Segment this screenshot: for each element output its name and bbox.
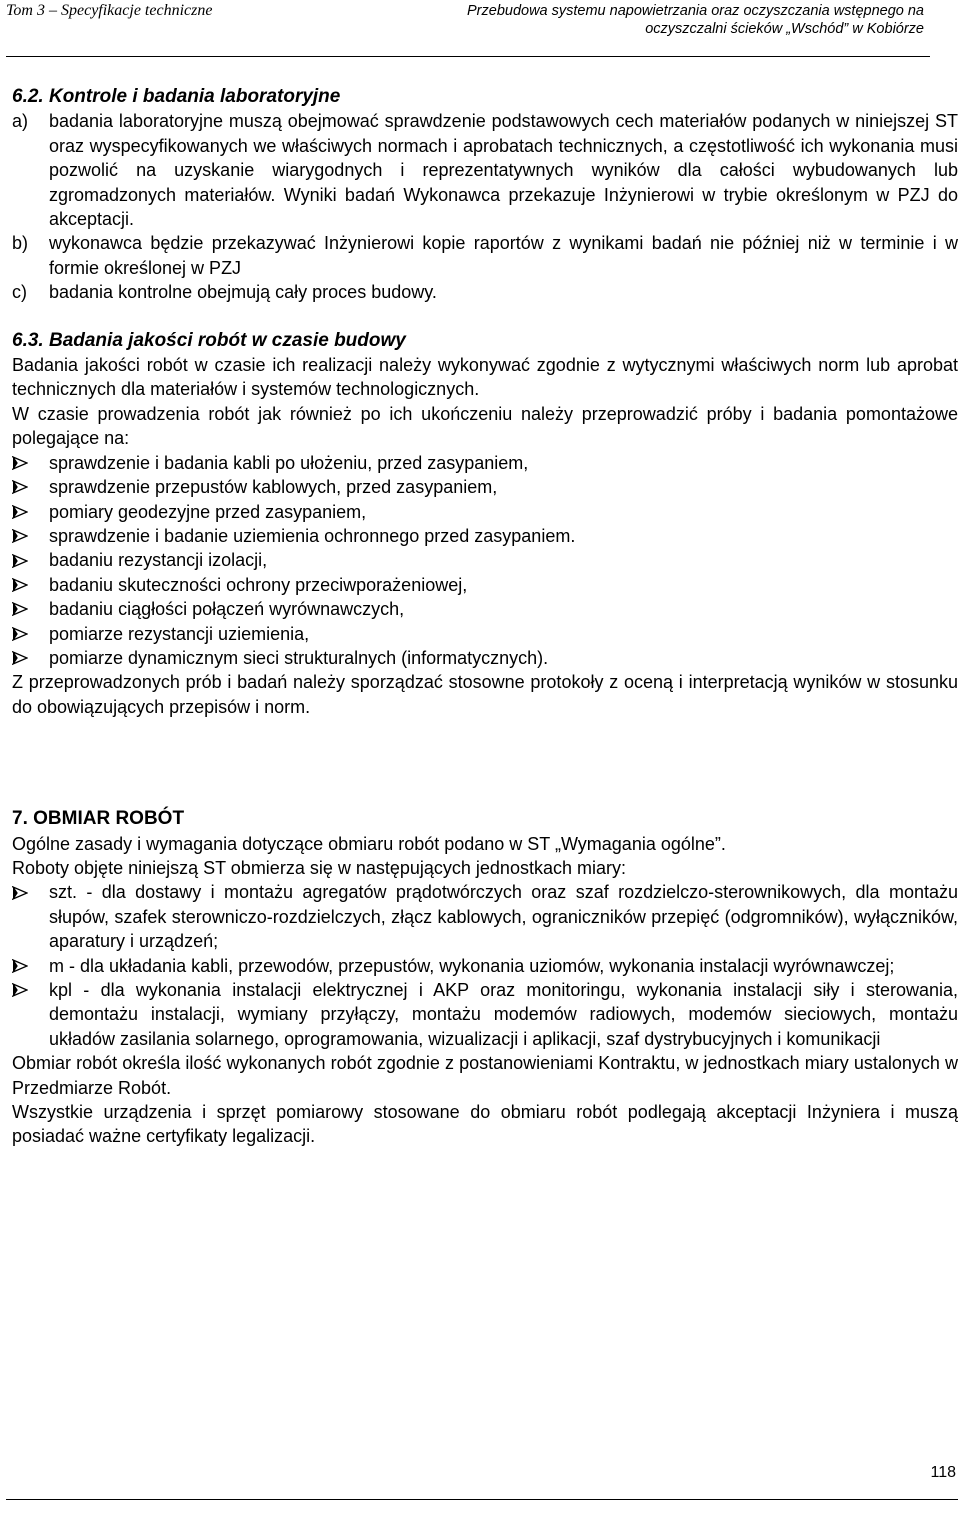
section-7-paragraph-3: Obmiar robót określa ilość wykonanych robót zgodnie z postanowieniami Kontraktu, w jednostkach miary ustalonych w Przedmiarze Robót. xyxy=(12,1053,958,1098)
bullet-text: badaniu ciągłości połączeń wyrównawczych, xyxy=(49,599,405,620)
document-body xyxy=(12,85,958,1149)
list-item-text: wykonawca będzie przekazywać Inżynierowi kopie raportów z wynikami badań nie później niż w terminie i w formie określonej w PZJ xyxy=(49,233,958,278)
list-item-label: a) xyxy=(12,111,29,132)
arrow-bullet-icon xyxy=(12,500,49,524)
bullet-item xyxy=(12,451,958,475)
page-header xyxy=(0,0,960,62)
header-project-title-line2: oczyszczalni ścieków „Wschód” w Kobiórze xyxy=(645,21,924,37)
section-6-3-paragraph-1: Badania jakości robót w czasie ich realizacji należy wykonywać zgodnie z wytycznymi właściwych norm lub aprobat technicznych dla materiałów i systemów technologicznych. xyxy=(12,355,958,400)
bullet-text: pomiary geodezyjne przed zasypaniem, xyxy=(49,501,367,522)
bullet-text: badaniu rezystancji izolacji, xyxy=(49,550,268,571)
section-6-3-heading: 6.3. Badania jakości robót w czasie budowy xyxy=(12,329,406,351)
list-item-label: b) xyxy=(12,233,29,254)
page-number: 118 xyxy=(930,1464,956,1481)
list-item-a xyxy=(12,109,958,231)
bullet-text: pomiarze dynamicznym sieci strukturalnych (informatycznych). xyxy=(49,647,549,668)
list-item-label: c) xyxy=(12,282,27,303)
bullet-text: m - dla układania kabli, przewodów, przepustów, wykonania uziomów, wykonania instalacji wyrównawczej; xyxy=(49,955,895,976)
bullet-item xyxy=(12,500,958,524)
spacer xyxy=(12,305,958,329)
arrow-bullet-icon xyxy=(12,954,49,978)
bullet-text: sprawdzenie przepustów kablowych, przed zasypaniem, xyxy=(49,477,498,498)
section-7-bullet-list xyxy=(12,880,958,1051)
section-6-3-paragraph-2: W czasie prowadzenia robót jak również po ich ukończeniu należy przeprowadzić próby i badania pomontażowe polegające na: xyxy=(12,403,958,449)
bullet-item xyxy=(12,597,958,621)
list-item-b xyxy=(12,231,958,280)
footer-divider xyxy=(6,1499,958,1500)
section-7-paragraph-1: Ogólne zasady i wymagania dotyczące obmiaru robót podano w ST „Wymagania ogólne”. xyxy=(12,833,726,854)
arrow-bullet-icon xyxy=(12,978,49,1002)
list-item-c xyxy=(12,280,958,304)
bullet-item xyxy=(12,548,958,572)
bullet-item xyxy=(12,978,958,1051)
arrow-bullet-icon xyxy=(12,524,49,548)
arrow-bullet-icon xyxy=(12,573,49,597)
bullet-item xyxy=(12,622,958,646)
bullet-item xyxy=(12,880,958,953)
list-item-text: badania laboratoryjne muszą obejmować sprawdzenie podstawowych cech materiałów podanych w niniejszej ST oraz wyspecyfikowanych we właściwych normach i aprobatach technicznych, a częstotliwość ich wykonania musi pozwolić na uzyskanie wiarygodnych i reprezentatywnych wyników dla całości wybudowanych lub zgromadzonych materiałów. Wyniki badań Wykonawca przekazuje Inżynierowi w trybie określonym w PZJ do akceptacji. xyxy=(49,111,958,230)
header-document-volume: Tom 3 – Specyfikacje techniczne xyxy=(6,2,213,19)
bullet-text: pomiarze rezystancji uziemienia, xyxy=(49,623,310,644)
arrow-bullet-icon xyxy=(12,451,49,475)
bullet-item xyxy=(12,646,958,670)
section-6-3-paragraph-3: Z przeprowadzonych prób i badań należy sporządzać stosowne protokoły z oceną i interpretacją wyników w stosunku do obowiązujących przepisów i norm. xyxy=(12,672,958,717)
bullet-item xyxy=(12,573,958,597)
arrow-bullet-icon xyxy=(12,597,49,621)
header-divider xyxy=(6,56,930,57)
arrow-bullet-icon xyxy=(12,646,49,670)
bullet-text: szt. - dla dostawy i montażu agregatów prądotwórczych oraz szaf rozdzielczo-sterownikowych, dla montażu słupów, szafek sterowniczo-rozdzielczych, złącz kablowych, ograniczników przepięć (odgromników), wyłączników, aparatury i urządzeń; xyxy=(49,882,958,952)
bullet-text: sprawdzenie i badanie uziemienia ochronnego przed zasypaniem. xyxy=(49,525,576,546)
bullet-text: sprawdzenie i badania kabli po ułożeniu, przed zasypaniem, xyxy=(49,452,529,473)
spacer xyxy=(12,719,958,807)
section-7-paragraph-2: Roboty objęte niniejszą ST obmierza się w następujących jednostkach miary: xyxy=(12,857,626,878)
arrow-bullet-icon xyxy=(12,622,49,646)
section-7-heading: 7. OBMIAR ROBÓT xyxy=(12,808,185,830)
bullet-item xyxy=(12,954,958,978)
arrow-bullet-icon xyxy=(12,548,49,572)
bullet-text: badaniu skuteczności ochrony przeciwporażeniowej, xyxy=(49,574,468,595)
section-6-3-bullet-list xyxy=(12,451,958,671)
arrow-bullet-icon xyxy=(12,475,49,499)
section-6-2-heading: 6.2. Kontrole i badania laboratoryjne xyxy=(12,86,341,107)
header-project-title-line1: Przebudowa systemu napowietrzania oraz oczyszczania wstępnego na xyxy=(467,3,924,19)
arrow-bullet-icon xyxy=(12,880,49,904)
bullet-item xyxy=(12,524,958,548)
section-7-paragraph-4: Wszystkie urządzenia i sprzęt pomiarowy stosowane do obmiaru robót podlegają akceptacji Inżyniera i muszą posiadać ważne certyfikaty legalizacji. xyxy=(12,1102,958,1147)
header-project-title xyxy=(364,2,924,38)
bullet-item xyxy=(12,475,958,499)
list-item-text: badania kontrolne obejmują cały proces budowy. xyxy=(49,282,437,303)
bullet-text: kpl - dla wykonania instalacji elektrycznej i AKP oraz monitoringu, wykonania instalacji siły i sterowania, demontażu instalacji, wymiany przyłączy, montażu modemów radiowych, modemów sieciowych, montażu układów zasilania solarnego, oprogramowania, wizualizacji i aplikacji, szaf dystrybucyjnych i komunikacji xyxy=(49,980,958,1049)
